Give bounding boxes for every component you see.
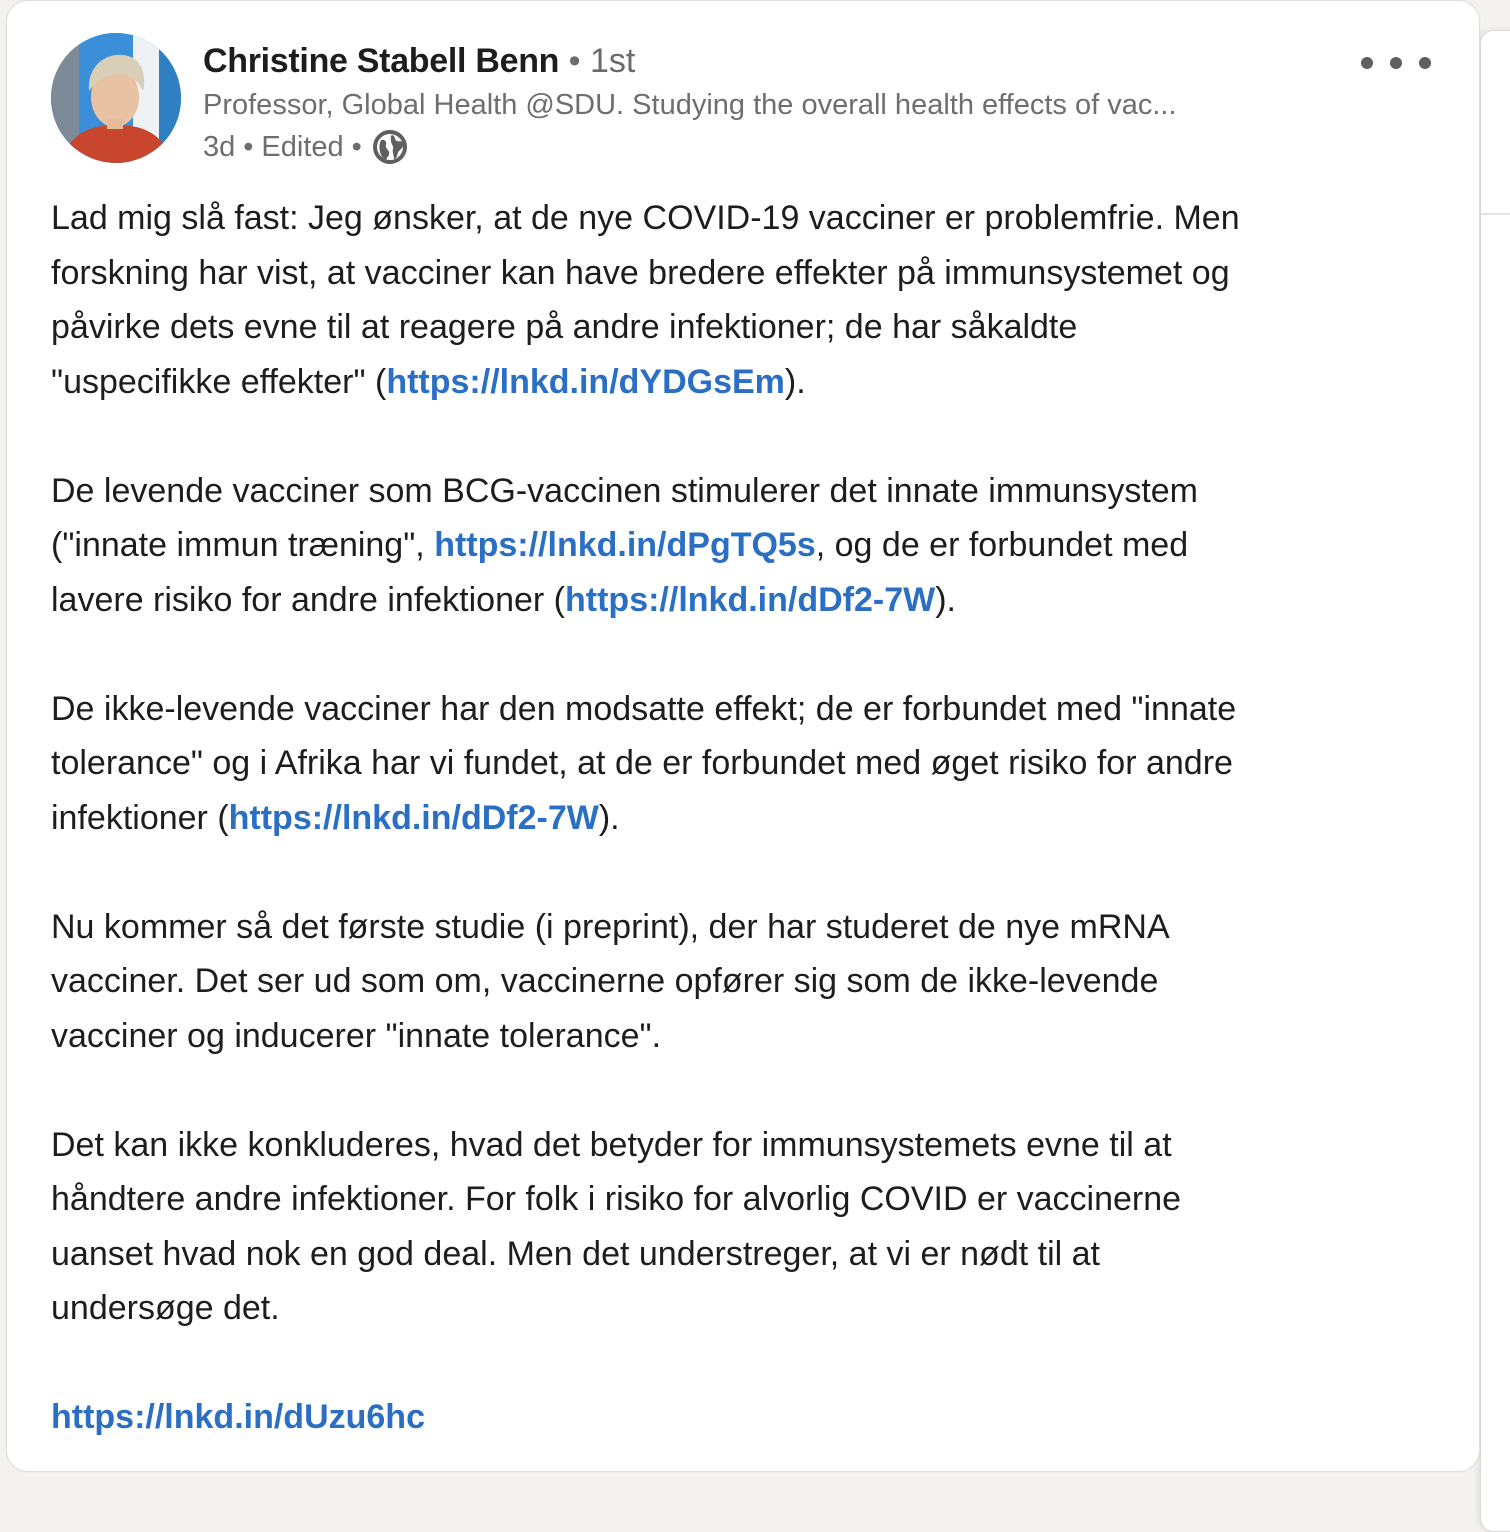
post-text: undersøge det. — [51, 1289, 280, 1327]
text-line — [51, 1009, 1451, 1064]
post-paragraph — [51, 464, 1451, 628]
text-line — [51, 300, 1451, 355]
adjacent-card-divider — [1481, 213, 1510, 215]
author-name[interactable]: Christine Stabell Benn — [203, 42, 560, 80]
post-paragraph — [51, 900, 1451, 1064]
post-text: "uspecifikke effekter" ( — [51, 362, 387, 401]
author-headline: Professor, Global Health @SDU. Studying the overall health effects of vac... — [203, 89, 1177, 121]
post-paragraph — [51, 682, 1451, 846]
post-text: Nu kommer så det første studie (i preprint), der har studeret de nye mRNA — [51, 907, 1170, 946]
post-paragraph — [51, 191, 1451, 409]
post-text: infektioner ( — [51, 798, 229, 837]
text-line — [51, 954, 1451, 1009]
post-link[interactable]: https://lnkd.in/dDf2-7W — [565, 580, 936, 619]
post-meta — [203, 125, 1339, 169]
connection-degree: 1st — [589, 42, 636, 80]
post-text: Det kan ikke konkluderes, hvad det betyder for immunsystemets evne til at — [51, 1125, 1172, 1164]
post-text: ). — [598, 798, 620, 837]
feed-post — [6, 0, 1480, 1472]
edited-label: Edited — [261, 131, 344, 163]
text-line — [51, 518, 1451, 573]
more-options-button[interactable] — [1361, 43, 1431, 83]
text-line — [51, 573, 1451, 628]
post-paragraph — [51, 1390, 1451, 1445]
meta-separator: • — [351, 131, 362, 163]
text-line — [51, 1390, 1451, 1445]
avatar-photo — [51, 33, 181, 163]
more-horizontal-icon — [1361, 57, 1373, 69]
post-text: , og de er forbundet med — [815, 526, 1189, 564]
text-line — [51, 1227, 1451, 1282]
post-link[interactable]: https://lnkd.in/dYDGsEm — [386, 362, 785, 401]
author-name-line — [203, 39, 1339, 83]
text-line — [51, 191, 1451, 246]
post-text: påvirke dets evne til at reagere på andre infektioner; de har såkaldte — [51, 308, 1078, 346]
more-horizontal-icon — [1419, 57, 1431, 69]
post-text: håndtere andre infektioner. For folk i risiko for alvorlig COVID er vaccinerne — [51, 1180, 1182, 1218]
post-time: 3d — [203, 131, 236, 163]
post-header — [51, 31, 1459, 171]
text-line — [51, 1281, 1451, 1336]
text-line — [51, 682, 1451, 737]
text-line — [51, 1172, 1451, 1227]
text-line — [51, 1118, 1451, 1173]
author-info — [203, 39, 1339, 169]
adjacent-card — [1480, 30, 1510, 1532]
text-line — [51, 900, 1451, 955]
post-text: De ikke-levende vacciner har den modsatte effekt; de er forbundet med "innate — [51, 689, 1237, 728]
text-line — [51, 246, 1451, 301]
post-text: uanset hvad nok en god deal. Men det understreger, at vi er nødt til at — [51, 1234, 1100, 1273]
text-line — [51, 464, 1451, 519]
post-link[interactable]: https://lnkd.in/dPgTQ5s — [434, 526, 816, 564]
text-line — [51, 791, 1451, 846]
post-paragraph — [51, 1118, 1451, 1336]
text-line — [51, 355, 1451, 410]
text-line — [51, 736, 1451, 791]
more-horizontal-icon — [1390, 57, 1402, 69]
degree-separator: • — [559, 42, 590, 80]
post-text: lavere risiko for andre infektioner ( — [51, 580, 566, 619]
post-text: vacciner og inducerer "innate tolerance". — [51, 1016, 662, 1055]
author-avatar[interactable] — [51, 33, 181, 163]
post-text: ("innate immun træning", — [51, 526, 435, 564]
post-text: ). — [935, 580, 956, 619]
post-link[interactable]: https://lnkd.in/dDf2-7W — [228, 798, 599, 837]
meta-separator: • — [243, 131, 254, 163]
post-link[interactable]: https://lnkd.in/dUzu6hc — [51, 1398, 425, 1436]
post-text: forskning har vist, at vacciner kan have bredere effekter på immunsystemet og — [51, 253, 1230, 292]
post-text: tolerance" og i Afrika har vi fundet, at de er forbundet med øget risiko for andre — [51, 744, 1233, 782]
post-text: Lad mig slå fast: Jeg ønsker, at de nye COVID-19 vacciner er problemfrie. Men — [51, 199, 1240, 237]
post-text: vacciner. Det ser ud som om, vaccinerne opfører sig som de ikke-levende — [51, 962, 1159, 1000]
post-text: De levende vacciner som BCG-vaccinen stimulerer det innate immunsystem — [51, 471, 1199, 510]
globe-icon — [372, 129, 408, 165]
post-text: ). — [784, 362, 806, 401]
post-body — [51, 191, 1451, 1445]
